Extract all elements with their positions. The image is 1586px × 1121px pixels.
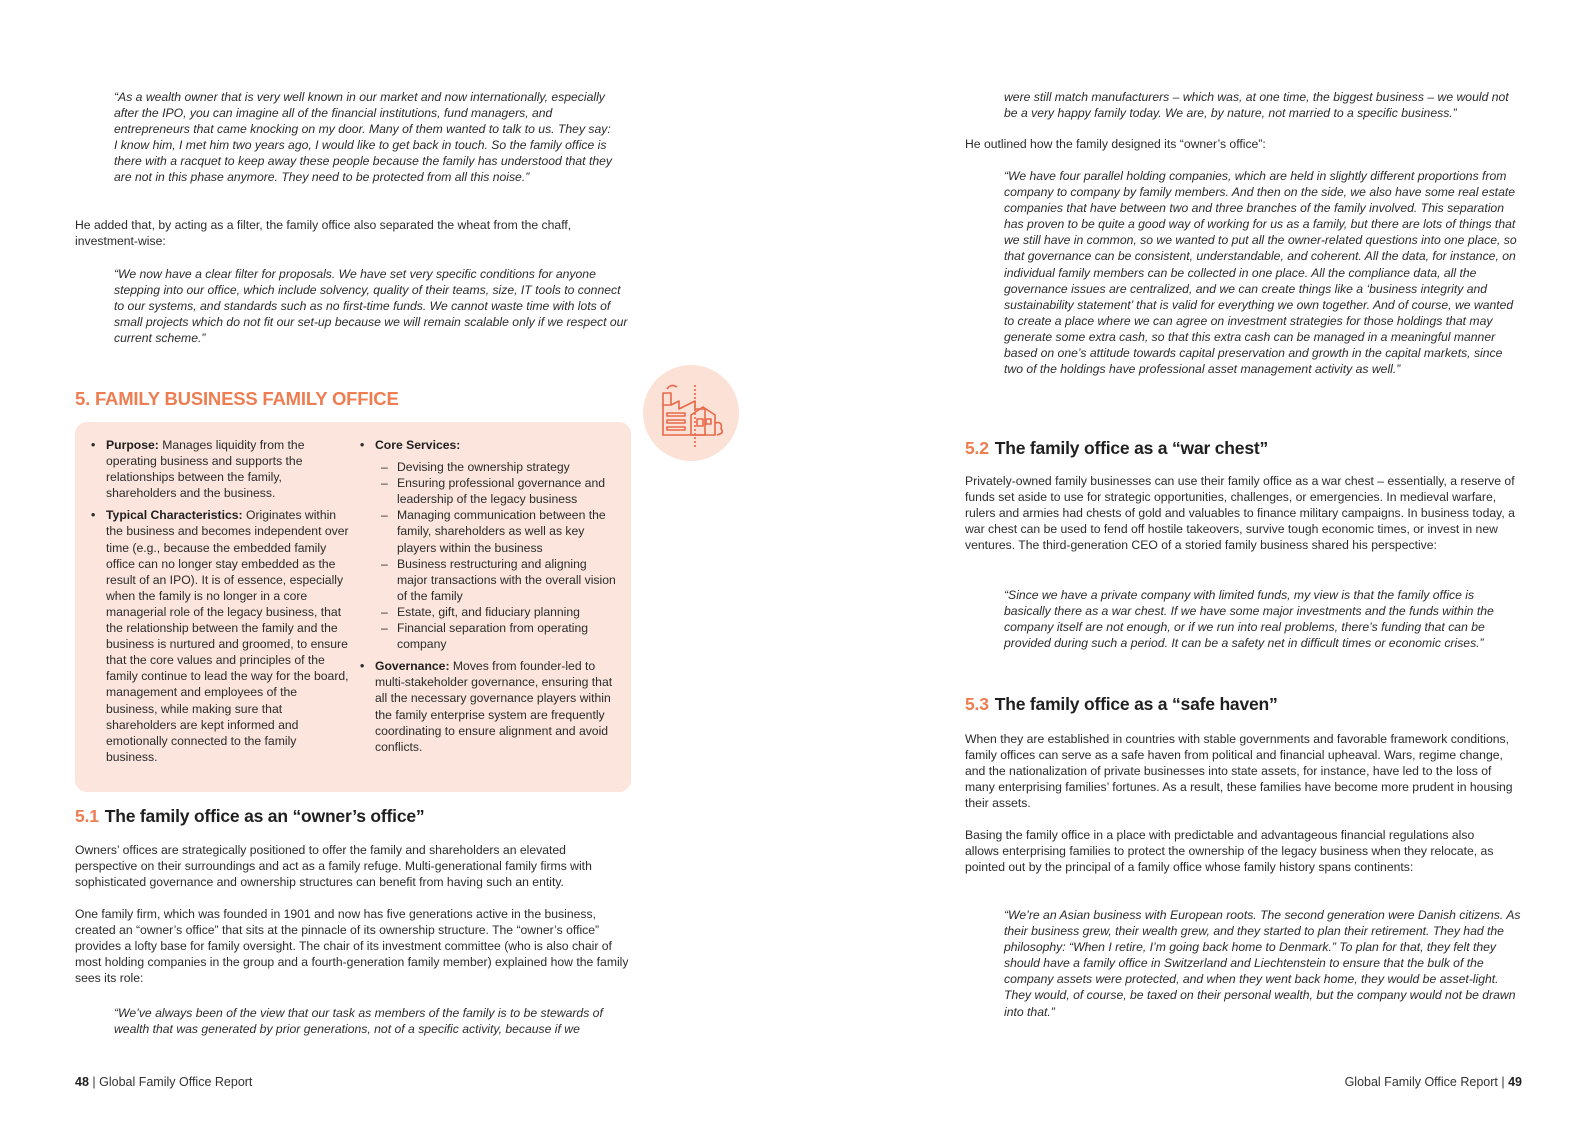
- section-title: 5. FAMILY BUSINESS FAMILY OFFICE: [75, 388, 399, 409]
- subsection-text: The family office as a “safe haven”: [994, 694, 1278, 714]
- subsection-number: 5.3: [965, 694, 989, 714]
- core-service: – Business restructuring and aligning major transactions with the overall vision of the family: [375, 556, 616, 604]
- purpose-item: [89, 437, 349, 501]
- subsection-text: The family office as an “owner’s office”: [104, 806, 425, 826]
- governance-text: Moves from founder-led to multi-stakeholder governance, ensuring that all the necessary governance players within the family enterprise system are frequently coordinating to ensure alignment and avoid conflicts.: [375, 659, 613, 754]
- footer-right: [1345, 1075, 1522, 1089]
- core-service: – Managing communication between the family, shareholders as well as key players within the business: [375, 507, 616, 555]
- purpose-text: Manages liquidity from the operating business and supports the relationships between the family, shareholders and the business.: [106, 438, 305, 501]
- page-number: 48: [75, 1075, 89, 1089]
- subsection-number: 5.1: [75, 806, 99, 826]
- core-service: – Devising the ownership strategy: [375, 459, 616, 475]
- quote-holding-companies: “We have four parallel holding companies, which are held in slightly different proportions from company to company by family members. And then on the side, we also have some real estate companies that have between two and three branches of the family involved. This separation has proven to be quite a good way of working for us as a family, but there are lots of things that we still have in common, so we wanted to put all the owner-related questions into one place, so that governance can be consistent, understandable, and coherent. All the data, for instance, on individual family members can be collected in one place. All the compliance data, all the governance issues are centralized, and we can create things like a ‘business integrity and sustainability statement’ that is valid for everything we own together. And of course, we wanted to create a place where we can agree on investment strategies for those holdings that may generate some extra cash, so that this extra cash can be managed in a meaningful manner based on one’s attitude towards capital preservation and growth in the capital markets, since two of the holdings have professional asset management activity as well.”: [1004, 169, 1517, 377]
- paragraph-safe-haven: When they are established in countries with stable governments and favorable framework conditions, family offices can serve as a safe haven from political and financial upheaval. Wars, regime change, and the nationalization of private businesses into state assets, for instance, have led to the loss of many enterprising families’ fortunes. As a result, these families have become more prudent in housing their assets.: [965, 732, 1513, 811]
- subsection-title-5-3: [965, 694, 1278, 715]
- core-service: – Financial separation from operating company: [375, 620, 616, 652]
- quote-wealth-owner: “As a wealth owner that is very well known in our market and now internationally, especially after the IPO, you can imagine all of the financial institutions, fund managers, and entrepreneurs that came knocking on my door. Many of them wanted to talk to us. They say: I know him, I met him two years ago, I would like to get back in touch. So the family office is there with a racquet to keep away these people because the family has understood that they are not in this phase anymore. They need to be protected from all this noise.”: [114, 90, 612, 185]
- core-services-label: Core Services:: [375, 438, 461, 452]
- family-office-summary-box: [75, 422, 631, 792]
- right-page: [793, 0, 1586, 1121]
- governance-label: Governance:: [375, 659, 450, 674]
- footer-report-title: Global Family Office Report |: [1344, 1075, 1505, 1089]
- factory-house-icon: [643, 365, 739, 461]
- core-service: – Estate, gift, and fiduciary planning: [375, 604, 616, 620]
- typical-text: Originates within the business and becomes independent over time (e.g., because the embedded family office can no longer stay embedded as the result of an IPO). It is of essence, especially when the family is no longer in a core managerial role of the legacy business, that the relationship between the family and the business is nurtured and groomed, to ensure that the core values and principles of the family continue to lead the way for the board, management and employees of the business, while making sure that shareholders are kept informed and emotionally connected to the family business.: [106, 508, 349, 764]
- subsection-number: 5.2: [965, 438, 989, 458]
- paragraph-basing-office: Basing the family office in a place with predictable and advantageous financial regulations also allows enterprising families to protect the ownership of the legacy business when they relocate, as pointed out by the principal of a family office whose family history spans continents:: [965, 828, 1494, 875]
- quote-stewards: “We’ve always been of the view that our task as members of the family is to be stewards of wealth that was generated by prior generations, not of a specific activity, because if we: [114, 1006, 603, 1037]
- purpose-label: Purpose:: [106, 438, 159, 452]
- typical-label: Typical Characteristics:: [106, 508, 243, 523]
- box-column-left: [89, 437, 349, 771]
- footer-left: [75, 1075, 252, 1089]
- governance-item: [358, 658, 616, 755]
- core-service: – Ensuring professional governance and leadership of the legacy business: [375, 475, 616, 507]
- paragraph-war-chest: Privately-owned family businesses can use their family office as a war chest – essentially, a reserve of funds set aside to use for strategic opportunities, challenges, or emergencies. In medieval warfare, rulers and armies had chests of gold and valuables to finance military campaigns. In business today, a war chest can be used to fend off hostile takeovers, survive tough economic times, or invest in new ventures. The third-generation CEO of a storied family business shared his perspective:: [965, 474, 1515, 553]
- quote-safety-net: “Since we have a private company with limited funds, my view is that the family office is basically there as a war chest. If we have some major investments and the funds within the company itself are not enough, or if we run into real problems, there’s funding that can be provided during such a period. It can be a safety net in difficult times or economic crises.”: [1004, 588, 1494, 651]
- subsection-text: The family office as a “war chest”: [994, 438, 1269, 458]
- core-services-list: [375, 459, 616, 652]
- typical-characteristics-item: [89, 507, 349, 765]
- subsection-title-5-2: [965, 438, 1268, 459]
- subsection-title-5-1: [75, 806, 424, 827]
- paragraph-owners-office-design: He outlined how the family designed its “owner’s office”:: [965, 137, 1266, 151]
- box-column-right: [358, 437, 616, 761]
- core-services-item: [358, 437, 616, 652]
- quote-asian-business: “We’re an Asian business with European roots. The second generation were Danish citizens. As their business grew, their wealth grew, and they started to plan their retirement. They had the philosophy: “When I retire, I’m going back home to Denmark.” To plan for that, they felt they should have a family office in Switzerland and Liechtenstein to ensure that the bulk of the company assets were protected, and when they went back home, they would be asset-light. They would, of course, be taxed on their personal wealth, but the company would not be drawn into that.”: [1004, 908, 1521, 1019]
- quote-clear-filter: “We now have a clear filter for proposals. We have set very specific conditions for anyone stepping into our office, which include solvency, quality of their teams, size, IT tools to connect to our systems, and standards such as no first-time funds. We cannot waste time with lots of small projects which do not fit our set-up because we will remain scalable only if we respect our current scheme.”: [114, 267, 628, 346]
- paragraph-filter: He added that, by acting as a filter, the family office also separated the wheat from the chaff, investment-wise:: [75, 218, 572, 249]
- quote-match-manufacturers: were still match manufacturers – which was, at one time, the biggest business – we would not be a very happy family today. We are, by nature, not married to a specific business.”: [1004, 90, 1509, 121]
- paragraph-family-firm: One family firm, which was founded in 1901 and now has five generations active in the business, created an “owner’s office” that sits at the pinnacle of its ownership structure. The “owner’s office” provides a lofty base for family oversight. The chair of its investment committee (who is also chair of most holding companies in the group and a fourth-generation family member) explained how the family sees its role:: [75, 907, 629, 986]
- footer-report-title: | Global Family Office Report: [92, 1075, 253, 1089]
- paragraph-owners-offices: Owners’ offices are strategically positioned to offer the family and shareholders an elevated perspective on their surroundings and act as a family refuge. Multi-generational family firms with sophisticated governance and ownership structures can benefit from having such an entity.: [75, 843, 592, 890]
- page-number: 49: [1508, 1075, 1522, 1089]
